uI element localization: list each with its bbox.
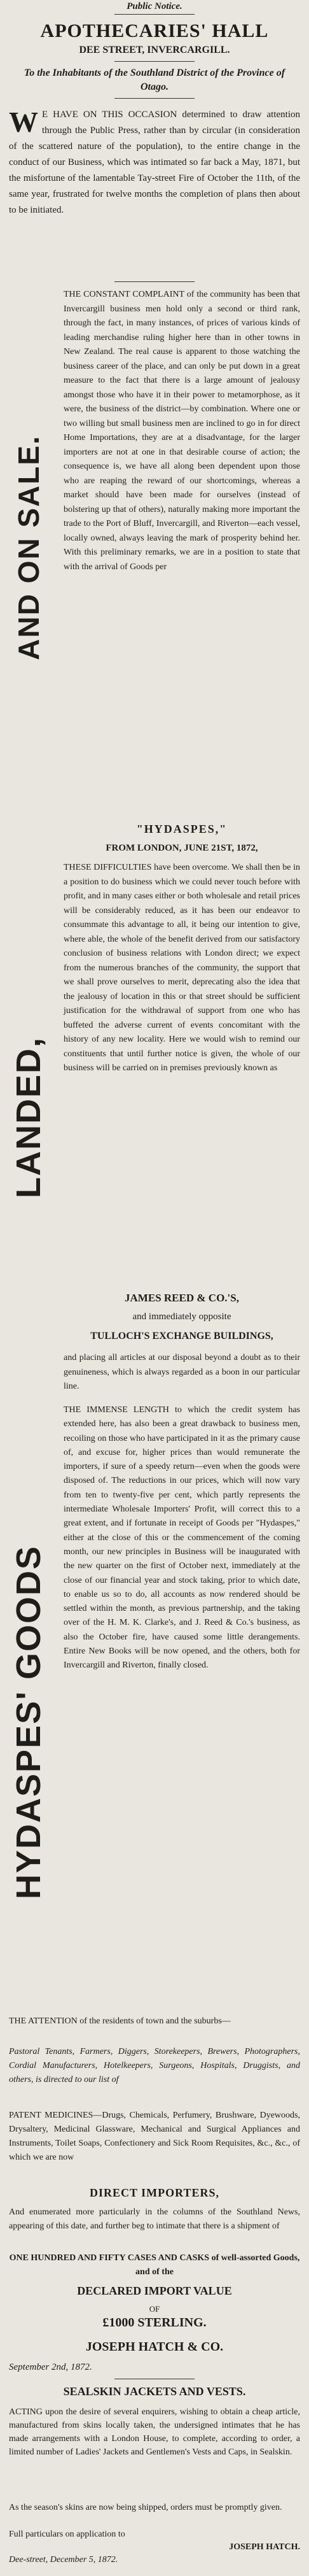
firm-name: JAMES REED & CO.'S,: [125, 1292, 239, 1304]
attention-paragraph: THE ATTENTION of the residents of town and the suburbs—: [9, 2016, 231, 2026]
sidebar-hydaspes-goods-text: HYDASPES' GOODS: [10, 1545, 48, 1899]
sealskin-heading: SEALSKIN JACKETS AND VESTS.: [63, 2385, 246, 2398]
placing-paragraph: and placing all articles at our disposal beyond a doubt as to their genuineness, which is always regarded as a boon in our particular line.: [64, 1353, 300, 1391]
sidebar-hydaspes-goods: [0, 1401, 57, 2044]
sealskin-paragraph: ACTING upon the desire of several enquirers, wishing to obtain a cheap article, manufactured from skins locally taken, the undersigned intimates that he has made arrangements with a London House, to complete, according to order, a limited number of Ladies' Jackets and Gentlemen's Vests and Caps, in Sealskin.: [9, 2407, 300, 2457]
sidebar-and-on-sale: [0, 287, 57, 809]
complaint-paragraph: THE CONSTANT COMPLAINT of the community has been that Invercargill business men hold only a second or third rank, through the fact, in many instances, of prices of various kinds of leading merchandise ruling higher here than in other towns in New Zealand. The real cause is apparent to those watching the business career of the place, and can only be put down in a great measure to the fact that there is a large amount of jealousy amongst those who have it in their power to metamorphose, as it were, the business of the district—by combination. Where one or two willing but small business men are inclined to go in for direct Home Importations, they are at a disadvantage, for the larger importers are not at one in that desirable course of action; the consequence is, we have all along been dependent upon those who are reaping the reward of our shortcomings, whereas a market should have been made for ourselves (instead of bolstering up that of others), naturally making more important the trade to the Port of Bluff, Invercargill, and Riverton—each vessel, locally owned, always leaving the mark of prosperity behind her. With this preliminary remarks, we are in a position to state that with the arrival of Goods per: [64, 290, 300, 572]
sidebar-and-on-sale-text: AND ON SALE.: [12, 435, 45, 660]
building-name: TULLOCH'S EXCHANGE BUILDINGS,: [90, 1331, 273, 1341]
importers-paragraph: And enumerated more particularly in the columns of the Southland News, appearing of this date, and further beg to intimate that there is a shipment of: [9, 2207, 300, 2231]
credit-paragraph: THE IMMENSE LENGTH to which the credit system has extended here, has also been a great drawback to business men, recoiling on those who have participated in it as the primary cause of, and excuse for, higher prices than would remunerate the importers, if sure of a speedy return—even when the goods were disposed of. The reductions in our prices, which will now vary from ten to twenty-five per cent, which partly represents the intermediate Wholesale Importers' Profit, will correct this to a great extent, and if fortunate in receipt of Goods per "Hydaspes," either at the close of this or the commencement of the coming month, our new principles in Business will be inaugurated with the new quarter on the first of October next, immediately at the close of our financial year and stock taking, prior to which date, to enable us so to do, all accounts as now rendered should be settled within the month, as previous partnership, and the taking over of the H. M. K. Clarke's, and J. Reed & Co.'s business, as also the October fire, have caused some little derangements. Entire New Books will be now opened, and the others, both for Invercargill and Riverton, finally closed.: [64, 1405, 300, 1671]
sealskin-signer: JOSEPH HATCH.: [229, 2542, 300, 2552]
drop-cap: W: [9, 106, 38, 138]
divider: [114, 98, 195, 99]
ship-date: FROM LONDON, JUNE 21ST, 1872,: [106, 843, 258, 853]
signature-date: September 2nd, 1872.: [9, 2362, 92, 2372]
address-line: To the Inhabitants of the Southland District of the Province of Otago.: [24, 67, 285, 92]
sealskin-date: Dee-street, December 5, 1872.: [9, 2555, 118, 2565]
page-subtitle: DEE STREET, INVERCARGILL.: [79, 45, 230, 55]
declared-value-heading: DECLARED IMPORT VALUE: [77, 2284, 232, 2297]
sealskin-note: As the season's skins are now being shipped, orders must be promptly given.: [9, 2503, 282, 2512]
section-label: Public Notice.: [127, 1, 182, 11]
sidebar-landed-text: LANDED,: [10, 1037, 48, 1198]
divider: [114, 61, 195, 62]
intro-paragraph: [9, 107, 300, 218]
divider: [114, 14, 195, 15]
sidebar-landed: [0, 856, 57, 1378]
attention-list: Pastoral Tenants, Farmers, Diggers, Storekeepers, Brewers, Photographers, Cordial Manufacturers, Hotelkeepers, Surgeons, Hospitals, Druggists, and others, is directed to our list of: [9, 2047, 300, 2084]
premises-opposite: and immediately opposite: [132, 1312, 231, 1322]
sealskin-apply: Full particulars on application to: [9, 2530, 125, 2539]
signature-name: JOSEPH HATCH & CO.: [85, 2340, 224, 2354]
ship-name: "HYDASPES,": [136, 823, 228, 835]
patent-medicines-paragraph: PATENT MEDICINES—Drugs, Chemicals, Perfumery, Brushware, Dyewoods, Drysaltery, Medicinal Glassware, Mechanical and Surgical Appliances and Instruments, Toilet Soaps, Confectionery and Sick Room Requisites, &c., &c., of which we are now: [9, 2111, 300, 2162]
intro-text: E HAVE ON THIS OCCASION determined to draw attention through the Public Press, rather than by circular (in consideration of the scattered nature of the population), to the entire change in the conduct of our Business, which was intimated so far back a May, 1871, but the misfortune of the lamentable Tay-street Fire of October the 11th, of the same year, frustrated for twelve months the completion of plans then about to be initiated.: [9, 110, 300, 215]
cases-line: ONE HUNDRED AND FIFTY CASES AND CASKS of well-assorted Goods, and of the: [9, 2253, 300, 2277]
divider: [114, 281, 195, 282]
declared-value-of: OF: [149, 2304, 160, 2314]
declared-value-amount: £1000 STERLING.: [102, 2316, 207, 2330]
page-title: APOTHECARIES' HALL: [40, 20, 269, 41]
difficulties-paragraph: THESE DIFFICULTIES have been overcome. We shall then be in a position to do business which we could never touch before with profit, and in many cases either or both wholesale and retail prices will be considerably reduced, as it has been our endeavor to consummate this advantage to all, it being our intention to give, where able, the whole of the benefit derived from our satisfactory conclusion of business relations with London direct; we expect from the numerous branches of the community, the support that we shall prove ourselves to merit, deprecating also the idea that the jealousy of location in this or that street should be sufficient justification for the withdrawal of support from one who has buffeted the adverse current of events concomitant with the history of any new locality. Here we would wish to remind our constituents that until further notice is given, the whole of our business will be carried on in premises previously known as: [64, 863, 300, 1073]
direct-importers-heading: DIRECT IMPORTERS,: [89, 2186, 220, 2199]
